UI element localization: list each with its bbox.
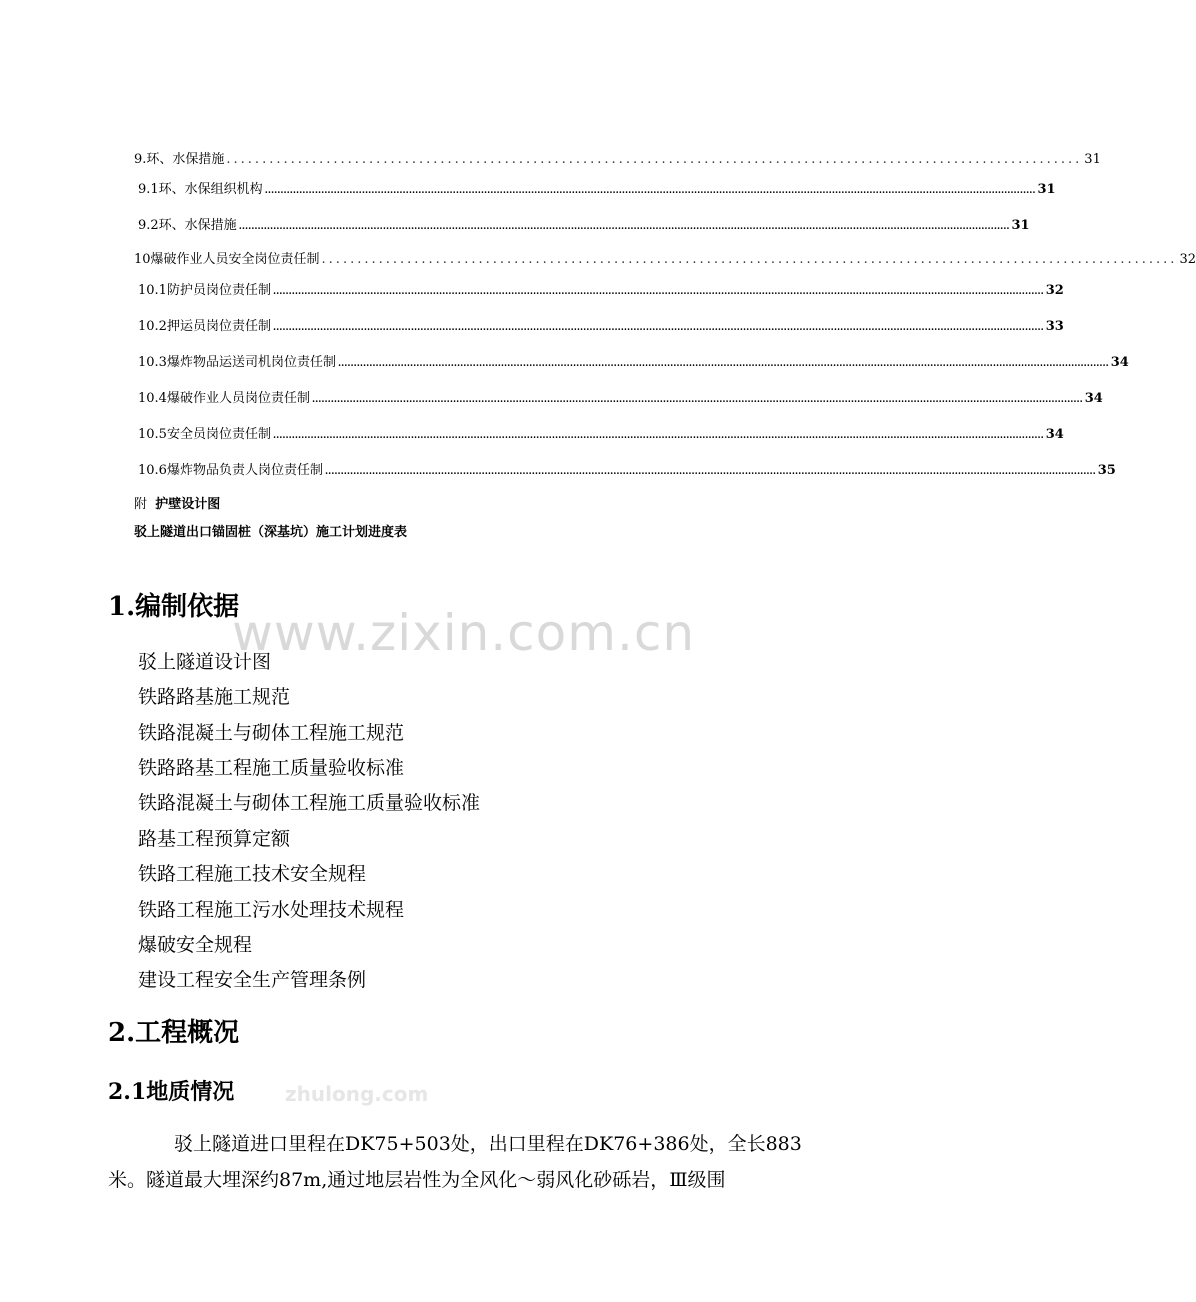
- toc-row[interactable]: [134, 248, 1196, 267]
- toc-row[interactable]: [138, 423, 1064, 442]
- toc-page: 32: [1179, 252, 1196, 267]
- toc-leader: ......................................................................................................................................................................................................................................................: [311, 395, 1083, 405]
- appendix-prefix: 附: [134, 497, 148, 512]
- reference-item: 铁路混凝土与砌体工程施工规范: [138, 722, 405, 744]
- toc-row[interactable]: [138, 459, 1116, 478]
- toc-row[interactable]: [134, 148, 1101, 167]
- reference-item: 建设工程安全生产管理条例: [138, 969, 367, 991]
- subsection-heading: 2.1地质情况: [108, 1079, 235, 1105]
- reference-item: 路基工程预算定额: [138, 828, 291, 850]
- watermark: www.zixin.com.cn: [232, 604, 696, 662]
- toc-page: 35: [1097, 463, 1116, 478]
- toc-leader: ......................................................................................................................................................................................................................................................: [238, 222, 1010, 232]
- appendix-line: [134, 493, 220, 512]
- toc-row[interactable]: [138, 178, 1056, 197]
- watermark: zhulong.com: [285, 1082, 429, 1106]
- toc-page: 32: [1045, 283, 1064, 298]
- reference-item: 铁路工程施工技术安全规程: [138, 863, 367, 885]
- section-heading: 1.编制依据: [108, 592, 240, 622]
- toc-label: 10.3爆炸物品运送司机岗位责任制: [138, 355, 336, 370]
- toc-row[interactable]: [138, 214, 1030, 233]
- section-heading: 2.工程概况: [108, 1018, 240, 1048]
- toc-row[interactable]: [138, 351, 1129, 370]
- toc-label: 9.2环、水保措施: [138, 218, 237, 233]
- reference-item: 铁路路基工程施工质量验收标准: [138, 757, 405, 779]
- toc-label: 10.5安全员岗位责任制: [138, 427, 271, 442]
- toc-label: 9.1环、水保组织机构: [138, 182, 263, 197]
- toc-page: 31: [1037, 182, 1056, 197]
- toc-row[interactable]: [138, 387, 1103, 406]
- reference-item: 铁路混凝土与砌体工程施工质量验收标准: [138, 792, 481, 814]
- toc-row[interactable]: [138, 315, 1064, 334]
- toc-leader: ......................................................................................................................................................................................................................................................: [337, 359, 1109, 369]
- toc-label: 10.4爆破作业人员岗位责任制: [138, 391, 310, 406]
- toc-leader: ........................................................................................................................: [226, 152, 1083, 167]
- toc-leader: ........................................................................................................................: [321, 252, 1178, 267]
- appendix-schedule-text: 驳上隧道出口锚固桩（深基坑）施工计划进度表: [134, 525, 408, 540]
- toc-page: 31: [1084, 152, 1101, 167]
- toc-leader: ......................................................................................................................................................................................................................................................: [324, 467, 1096, 477]
- toc-leader: ......................................................................................................................................................................................................................................................: [272, 431, 1044, 441]
- toc-label: 9.环、水保措施: [134, 152, 225, 167]
- reference-item: 驳上隧道设计图: [138, 651, 272, 673]
- reference-item: 爆破安全规程: [138, 934, 253, 956]
- toc-page: 34: [1045, 427, 1064, 442]
- toc-label: 10爆破作业人员安全岗位责任制: [134, 252, 320, 267]
- reference-item: 铁路工程施工污水处理技术规程: [138, 899, 405, 921]
- toc-page: 34: [1110, 355, 1129, 370]
- toc-label: 10.1防护员岗位责任制: [138, 283, 271, 298]
- appendix-schedule: [134, 521, 407, 540]
- toc-page: 33: [1045, 319, 1064, 334]
- appendix-title: 护壁设计图: [155, 497, 221, 512]
- body-paragraph: [108, 1126, 828, 1198]
- toc-page: 31: [1011, 218, 1030, 233]
- toc-page: 34: [1084, 391, 1103, 406]
- toc-leader: ......................................................................................................................................................................................................................................................: [272, 323, 1044, 333]
- toc-label: 10.2押运员岗位责任制: [138, 319, 271, 334]
- toc-label: 10.6爆炸物品负责人岗位责任制: [138, 463, 323, 478]
- paragraph-text: 驳上隧道进口里程在DK75+503处，出口里程在DK76+386处，全长883米。隧道最大埋深约87m,通过地层岩性为全风化～弱风化砂砾岩，Ⅲ级围: [108, 1133, 802, 1191]
- toc-leader: ......................................................................................................................................................................................................................................................: [264, 186, 1036, 196]
- toc-leader: ......................................................................................................................................................................................................................................................: [272, 287, 1044, 297]
- reference-item: 铁路路基施工规范: [138, 686, 291, 708]
- toc-row[interactable]: [138, 279, 1064, 298]
